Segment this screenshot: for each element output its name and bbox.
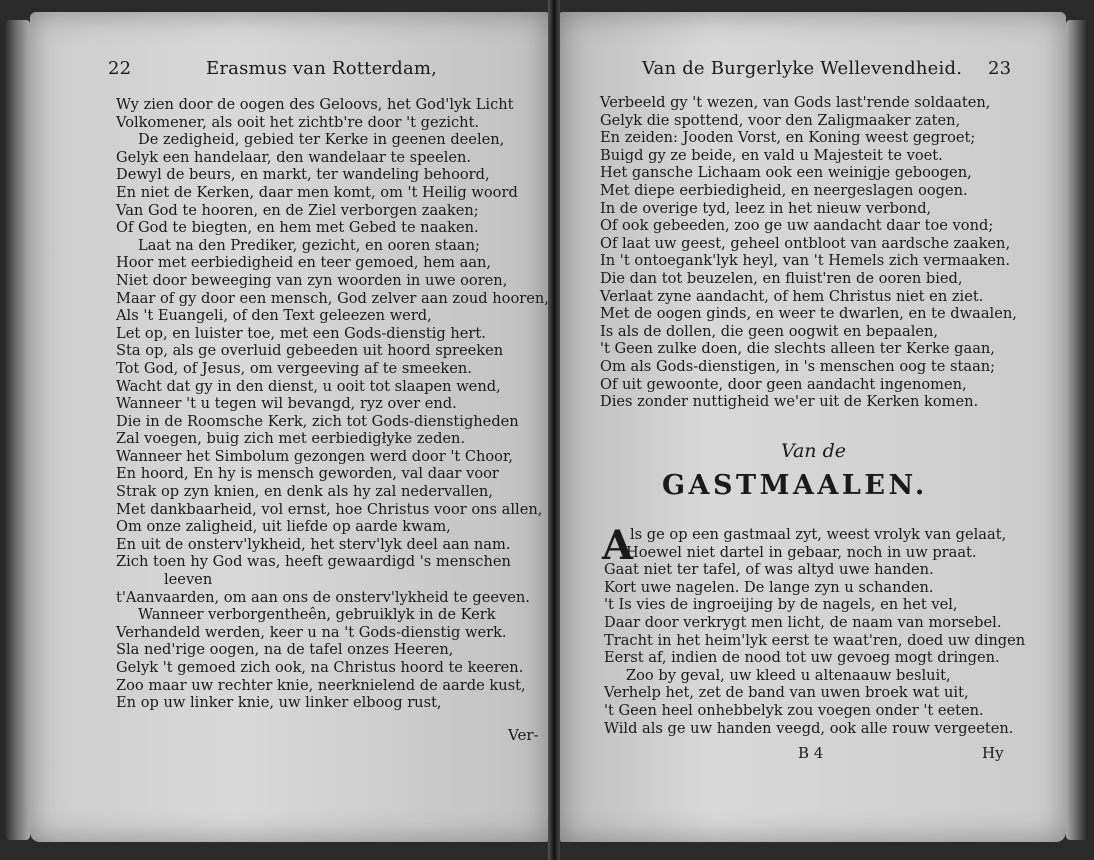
right-running-head: Van de Burgerlyke Wellevendheid.: [642, 58, 963, 79]
text-line: Het gansche Lichaam ook een weinigje geboogen,: [600, 164, 972, 182]
text-line: 't Geen zulke doen, die slechts alleen ter Kerke gaan,: [600, 340, 995, 358]
text-line: Hoor met eerbiedigheid en teer gemoed, hem aan,: [116, 254, 492, 272]
text-line: Zoo maar uw rechter knie, neerknielend de aarde kust,: [116, 676, 526, 694]
text-line: Verbeeld gy 't wezen, van Gods last'rende soldaaten,: [600, 94, 991, 111]
left-running-head: Erasmus van Rotterdam,: [206, 58, 438, 79]
text-line: t'Aanvaarden, om aan ons de onsterv'lykheid te geeven.: [116, 588, 530, 606]
text-line: Of ook gebeeden, zoo ge uw aandacht daar toe vond;: [600, 217, 994, 235]
text-line: Sla ned'rige oogen, na de tafel onzes Heeren,: [116, 641, 454, 659]
text-line: Is als de dollen, die geen oogwit en bepaalen,: [600, 322, 939, 340]
text-line: Kort uwe nagelen. De lange zyn u schanden.: [604, 578, 934, 596]
text-line: Met dankbaarheid, vol ernst, hoe Christus voor ons allen,: [116, 500, 543, 518]
text-line: Let op, en luister toe, met een Gods-dienstig hert.: [116, 324, 486, 342]
text-line: En uit de onsterv'lykheid, het sterv'lyk deel aan nam.: [116, 535, 511, 553]
text-line: Wacht dat gy in den dienst, u ooit tot slaapen wend,: [116, 377, 501, 395]
text-line: Zich toen hy God was, heeft gewaardigd 's menschen: [116, 553, 511, 571]
text-line: Wanneer verborgentheên, gebruiklyk in de Kerk: [138, 606, 496, 624]
text-line: Verhandeld werden, keer u na 't Gods-dienstig werk.: [116, 623, 507, 641]
text-line: Tot God, of Jesus, om vergeeving af te smeeken.: [116, 359, 472, 377]
text-line: Gelyk 't gemoed zich ook, na Christus hoord te keeren.: [116, 659, 524, 676]
text-line: ls ge op een gastmaal zyt, weest vrolyk van gelaat,: [630, 526, 1007, 543]
text-line: Gaat niet ter tafel, of was altyd uwe handen.: [604, 561, 934, 579]
text-line: En op uw linker knie, uw linker elboog rust,: [116, 694, 442, 712]
text-line: Daar door verkrygt men licht, de naam van morsebel.: [604, 613, 1002, 631]
text-line: Met diepe eerbiedigheid, en neergeslagen oogen.: [600, 181, 968, 199]
text-line: Of laat uw geest, geheel ontbloot van aardsche zaaken,: [600, 234, 1011, 252]
text-line: In de overige tyd, leez in het nieuw verbond,: [600, 199, 932, 217]
text-line: Wild als ge uw handen veegd, ook alle rouw vergeeten.: [604, 719, 1014, 737]
text-line: Als 't Euangeli, of den Text geleezen werd,: [116, 307, 432, 325]
text-line: Sta op, als ge overluid gebeeden uit hoord spreeken: [116, 342, 504, 360]
right-page-number: 23: [988, 58, 1012, 79]
left-catchword: Ver-: [508, 726, 539, 744]
text-line: Gelyk een handelaar, den wandelaar te speelen.: [116, 148, 472, 166]
text-line: Volkomener, als ooit het zichtb're door 't gezicht.: [116, 113, 480, 131]
text-line: leeven: [164, 571, 213, 589]
left-page-edges: [6, 20, 30, 840]
text-line: Gelyk die spottend, voor den Zaligmaaker zaten,: [600, 111, 961, 129]
text-line: En hoord, En hy is mensch geworden, val daar voor: [116, 465, 499, 483]
text-line: Zoo by geval, uw kleed u altenaauw besluit,: [626, 666, 951, 684]
text-line: Die in de Roomsche Kerk, zich tot Gods-dienstigheden: [116, 412, 519, 430]
text-line: Of uit gewoonte, door geen aandacht ingenomen,: [600, 375, 967, 393]
text-line: Zal voegen, buig zich met eerbiedigłyke zeden.: [116, 430, 466, 448]
text-line: En niet de Kerken, daar men komt, om 't Heilig woord: [116, 183, 518, 201]
text-line: Van God te hooren, en de Ziel verborgen zaaken;: [116, 201, 479, 219]
text-line: Buigd gy ze beide, en vald u Majesteit te voet.: [600, 146, 943, 164]
signature-mark: B 4: [798, 744, 824, 762]
text-line: Wanneer het Simbolum gezongen werd door 't Choor,: [116, 447, 513, 465]
text-line: 't Geen heel onhebbelyk zou voegen onder 't eeten.: [604, 701, 984, 719]
text-line: 't Is vies de ingroeijing by de nagels, en het vel,: [604, 596, 958, 614]
text-line: Die dan tot beuzelen, en fluist'ren de ooren bied,: [600, 269, 963, 287]
text-line: Wanneer 't u tegen wil bevangd, ryz over end.: [116, 395, 457, 413]
text-line: Dies zonder nuttigheid we'er uit de Kerken komen.: [600, 393, 979, 411]
text-line: Strak op zyn knien, en denk als hy zal nedervallen,: [116, 483, 493, 501]
text-line: Dewyl de beurs, en markt, ter wandeling behoord,: [116, 166, 490, 184]
text-line: Wy zien door de oogen des Geloovs, het God'lyk Licht: [116, 96, 514, 113]
section-kicker: Van de: [781, 440, 846, 462]
section-body-text: [602, 522, 1026, 737]
text-line: Maar of gy door een mensch, God zelver aan zoud hooren,: [116, 289, 549, 307]
right-page-text: [600, 94, 1017, 411]
text-line: In 't ontoegank'lyk heyl, van 't Hemels zich vermaaken.: [600, 252, 1011, 270]
text-line: Hoewel niet dartel in gebaar, noch in uw praat.: [626, 543, 977, 561]
text-line: Verhelp het, zet de band van uwen broek wat uit,: [604, 684, 969, 702]
text-line: Eerst af, indien de nood tot uw gevoeg mogt dringen.: [604, 649, 1000, 667]
drop-cap: A: [602, 522, 634, 569]
right-page-edges: [1066, 20, 1088, 840]
text-line: Tracht in het heim'lyk eerst te waat'ren, doed uw dingen: [604, 631, 1026, 649]
right-catchword: Hy: [982, 744, 1004, 762]
text-line: Verlaat zyne aandacht, of hem Christus niet en ziet.: [600, 287, 984, 305]
text-line: Om onze zaligheid, uit liefde op aarde kwam,: [116, 518, 451, 536]
text-line: Laat na den Prediker, gezicht, en ooren staan;: [138, 236, 480, 254]
text-line: Niet door beweeging van zyn woorden in uwe ooren,: [116, 271, 508, 289]
text-line: Of God te biegten, en hem met Gebed te naaken.: [116, 219, 479, 237]
text-line: Om als Gods-dienstigen, in 's menschen oog te staan;: [600, 357, 996, 375]
book-gutter: [548, 0, 560, 860]
text-line: En zeiden: Jooden Vorst, en Koning weest gegroet;: [600, 129, 976, 147]
left-page-number: 22: [108, 58, 132, 79]
section-title: GASTMAALEN.: [662, 470, 928, 501]
text-line: Met de oogen ginds, en weer te dwarlen, en te dwaalen,: [600, 305, 1017, 323]
left-page-text: [116, 96, 549, 712]
text-line: De zedigheid, gebied ter Kerke in geenen deelen,: [138, 131, 505, 149]
